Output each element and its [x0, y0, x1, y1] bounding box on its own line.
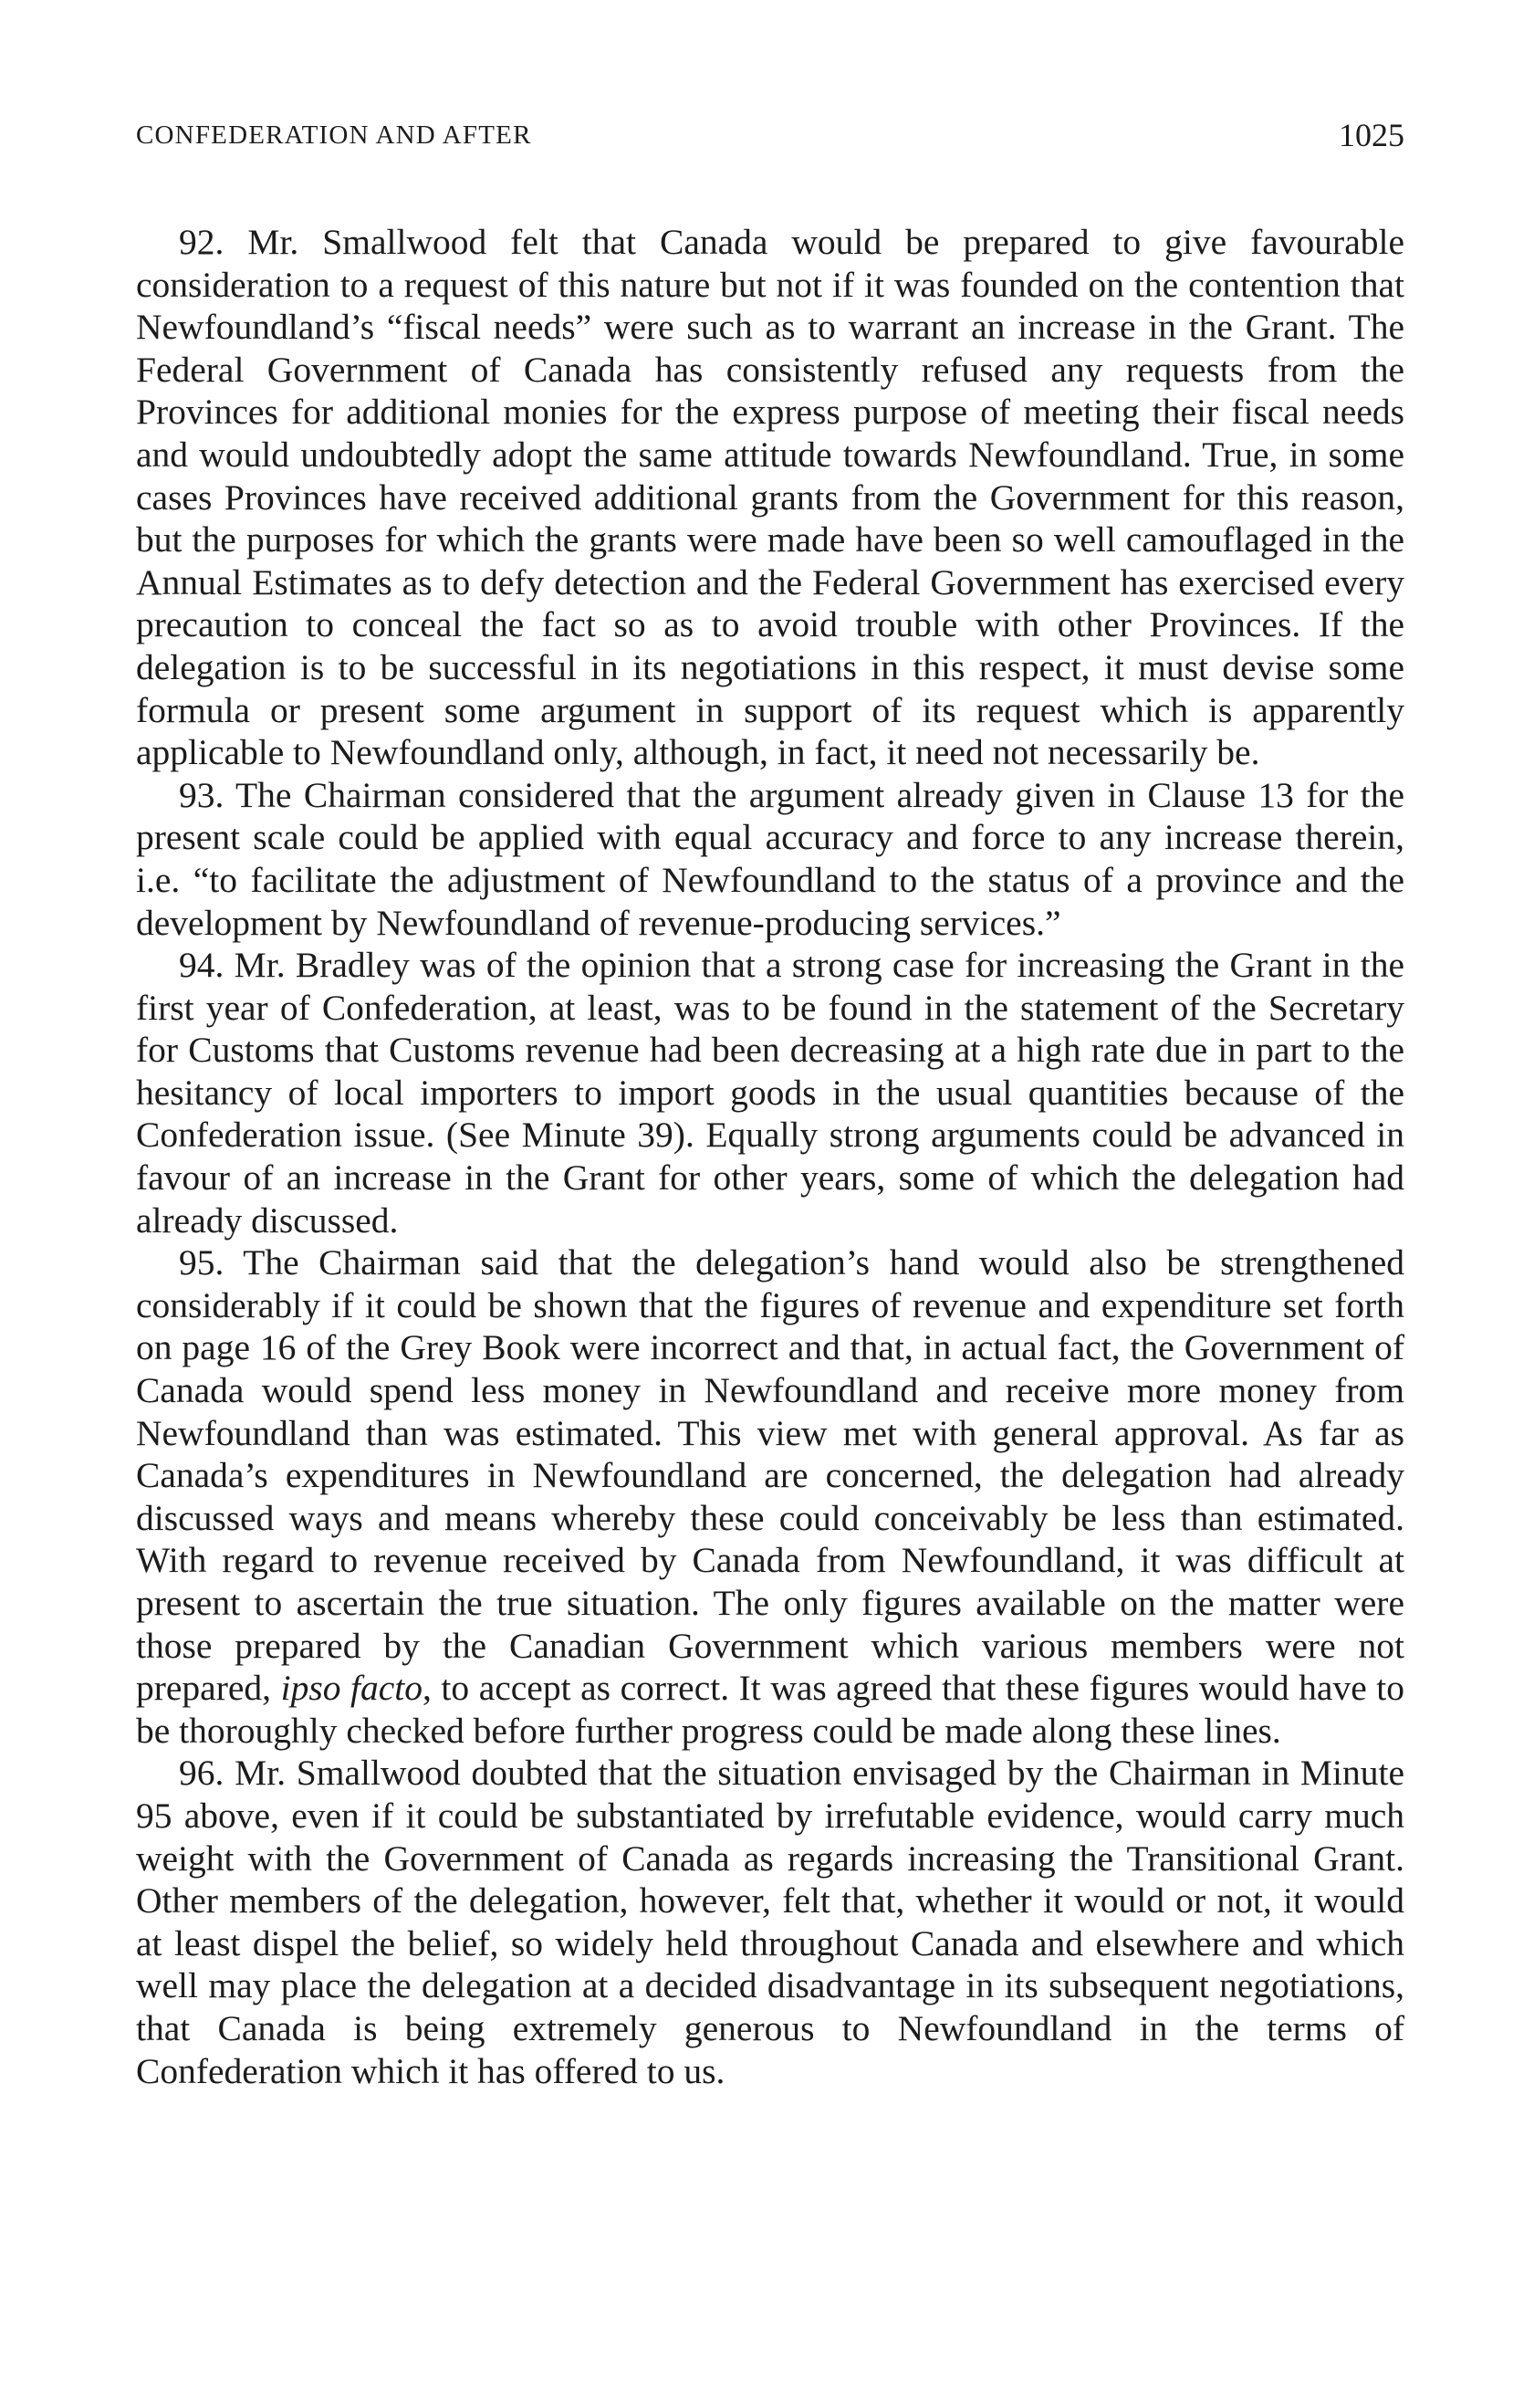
running-header	[136, 115, 1404, 155]
paragraph-92: 92. Mr. Smallwood felt that Canada would be prepared to give favourable consideration to a request of this nature but not if it was founded on the contention that Newfoundland’s “fiscal needs” were such as to warrant an increase in the Grant. The Federal Government of Canada has consistently refused any requests from the Provinces for additional monies for the express purpose of meeting their fiscal needs and would undoubtedly adopt the same attitude towards Newfoundland. True, in some cases Provinces have received additional grants from the Government for this reason, but the purposes for which the grants were made have been so well camouflaged in the Annual Estimates as to defy detection and the Federal Government has exercised every precaution to conceal the fact so as to avoid trouble with other Provinces. If the delegation is to be successful in its negotiations in this respect, it must devise some formula or present some argument in support of its request which is apparently applicable to Newfoundland only, although, in fact, it need not necessarily be.	[136, 222, 1404, 773]
paragraph-95-text-after: , to accept as correct. It was agreed that these figures would have to be thoroughly checked before further progress could be made along these lines.	[136, 1668, 1405, 1751]
running-title: CONFEDERATION AND AFTER	[136, 120, 532, 150]
paragraph-94: 94. Mr. Bradley was of the opinion that a strong case for increasing the Grant in the first year of Confederation, at least, was to be found in the statement of the Secretary for Customs that Customs revenue had been decreasing at a high rate due in part to the hesitancy of local importers to import goods in the usual quantities because of the Confederation issue. (See Minute 39). Equally strong arguments could be advanced in favour of an increase in the Grant for other years, some of which the delegation had already discussed.	[136, 945, 1404, 1241]
paragraph-95-emphasis: ipso facto	[280, 1668, 423, 1709]
paragraph-95-text-before: 95. The Chairman said that the delegation’s hand would also be strengthened considerably if it could be shown that the figures of revenue and expenditure set forth on page 16 of the Grey Book were incorrect and that, in actual fact, the Government of Canada would spend less money in Newfoundland and receive more money from Newfoundland than was estimated. This view met with general approval. As far as Canada’s expenditures in Newfoundland are concerned, the delegation had already discussed ways and means whereby these could conceivably be less than estimated. With regard to revenue received by Canada from Newfoundland, it was difficult at present to ascertain the true situation. The only figures available on the matter were those prepared by the Canadian Government which various members were not prepared,	[136, 1242, 1404, 1709]
paragraph-95	[136, 1241, 1404, 1752]
body-text	[136, 221, 1404, 2092]
paragraph-93: 93. The Chairman considered that the argument already given in Clause 13 for the present scale could be applied with equal accuracy and force to any increase therein, i.e. “to facilitate the adjustment of Newfoundland to the status of a province and the development by Newfoundland of revenue-producing services.”	[136, 774, 1404, 943]
paragraph-96: 96. Mr. Smallwood doubted that the situation envisaged by the Chairman in Minute 95 above, even if it could be substantiated by irrefutable evidence, would carry much weight with the Government of Canada as regards increasing the Transitional Grant. Other members of the delegation, however, felt that, whether it would or not, it would at least dispel the belief, so widely held throughout Canada and elsewhere and which well may place the delegation at a decided disadvantage in its subsequent negotiations, that Canada is being extremely generous to Newfoundland in the terms of Confederation which it has offered to us.	[136, 1753, 1404, 2091]
page-number: 1025	[1339, 117, 1404, 153]
